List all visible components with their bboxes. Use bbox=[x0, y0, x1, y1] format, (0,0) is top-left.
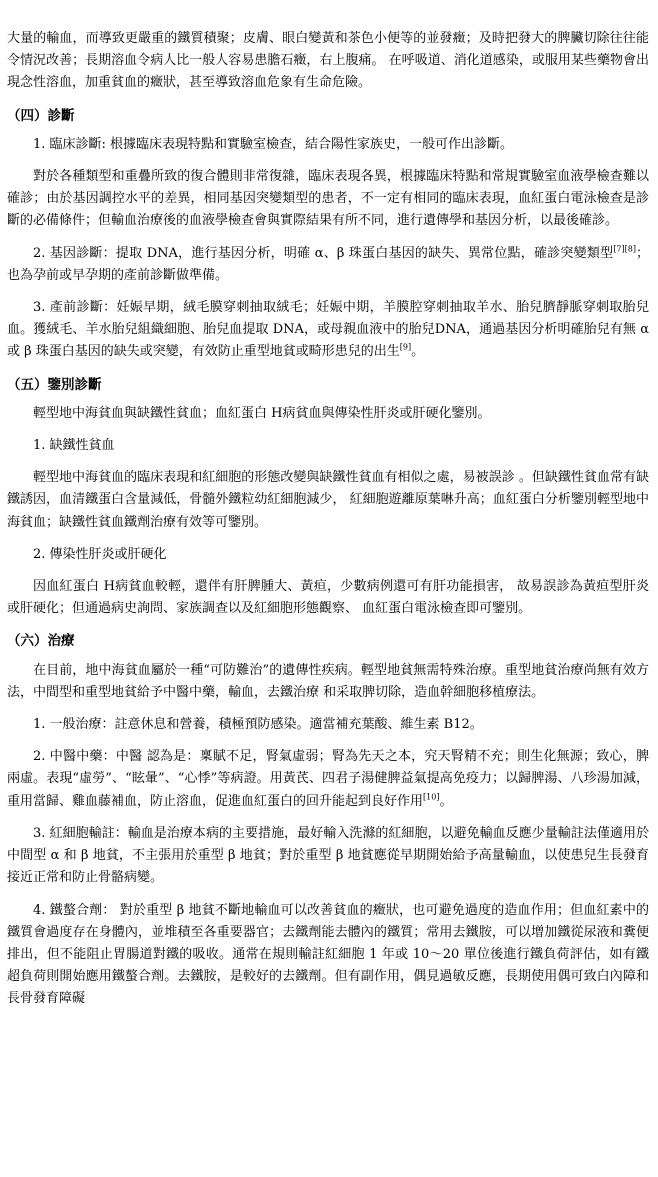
tcm-treatment-text: 2. 中醫中藥：中醫 認為是：稟賦不足，腎氣虛弱；腎為先天之本，究天腎精不充；則生化無源；致心，脾兩虛。表現“虛勞”、“眩暈”、“心悸”等病證。用黃芪、四君子湯健脾益氣提高免疫力；以歸脾湯、八珍湯加減，重用當歸、雞血藤補血，防止溶血，促進血紅蛋白的回升能起到良好作用 bbox=[7, 749, 649, 809]
prenatal-diagnosis-text: 3. 產前診斷：妊娠早期，絨毛膜穿刺抽取絨毛；妊娠中期，羊膜腔穿刺抽取羊水、胎兒臍靜脈穿刺取胎兒血。獲絨毛、羊水胎兒組織細胞、胎兒血提取 DNA，或母親血液中的胎兒DNA，通過基因分析明確胎兒有無 α 或 β 珠蛋白基因的缺失或突變，有效防止重型地貧或畸形患兒的出生 bbox=[7, 300, 649, 360]
citation-10: [10] bbox=[423, 792, 440, 802]
paragraph-iron-deficiency: 輕型地中海貧血的臨床表現和紅細胞的形態改變與缺鐵性貧血有相似之處，易被誤診 。但缺鐵性貧血常有缺鐵誘因，血清鐵蛋白含量減低，骨髓外鐵粒幼紅細胞減少， 紅細胞遊離原葉啉升高；血紅蛋白分析鑒別輕型地中海貧血；缺鐵性貧血鐵劑治療有效等可鑒別。 bbox=[7, 470, 649, 530]
paragraph-clinical-diagnosis: 1. 臨床診斷: 根據臨床表現特點和實驗室檢查，結合陽性家族史，一般可作出診斷。 bbox=[33, 136, 514, 152]
citation-7-8: [7][8] bbox=[613, 244, 636, 254]
citation-9: [9] bbox=[399, 343, 412, 353]
paragraph-gene-diagnosis bbox=[7, 243, 649, 287]
paragraph-complications: 大量的輸血，而導致更嚴重的鐵質積聚；皮膚、眼白變黃和茶色小便等的並發癥；及時把發大的脾臟切除往往能令情況改善；長期溶血令病人比一般人容易患膽石癥，右上腹痛。 在呼吸道、消化道感染，或服用某些藥物會出現念性溶血，加重貧血的癥狀，甚至導致溶血危象有生命危險。 bbox=[7, 31, 649, 91]
prenatal-diagnosis-text-end: 。 bbox=[411, 344, 425, 360]
gene-diagnosis-text: 2. 基因診斷：提取 DNA，進行基因分析，明確 α、β 珠蛋白基因的缺失、異常位點，確診突變類型 bbox=[33, 245, 614, 261]
subheading-iron-deficiency: 1. 缺鐵性貧血 bbox=[33, 438, 115, 454]
paragraph-hepatitis: 因血紅蛋白 H病貧血較輕，還伴有肝脾腫大、黃疸，少數病例還可有肝功能損害， 故易誤診為黃疸型肝炎或肝硬化；但通過病史詢問、家族調查以及紅細胞形態觀察、 血紅蛋白電泳檢查即可鑒別。 bbox=[7, 579, 649, 617]
paragraph-differential-intro: 輕型地中海貧血與缺鐵性貧血；血紅蛋白 H病貧血與傳染性肝炎或肝硬化鑒別。 bbox=[33, 405, 491, 421]
paragraph-tcm-treatment bbox=[7, 746, 649, 813]
paragraph-prenatal-diagnosis bbox=[7, 297, 649, 364]
paragraph-iron-chelation: 4. 鐵螯合劑： 對於重型 β 地貧不斷地輸血可以改善貧血的癥狀，也可避免過度的造血作用；但血紅素中的鐵質會過度存在身體內，並堆積至各重要器官；去鐵劑能去體內的鐵質；常用去鐵胺，可以增加鐵從尿液和糞便排出，但不能阻止胃腸道對鐵的吸收。通常在規則輸註紅細胞 1 年或 10～20 單位後進行鐵負荷評估，如有鐵超負荷則開始應用鐵螯合劑。去鐵胺，是較好的去鐵劑。但有副作用，偶見過敏反應，長期使用偶可致白內障和長骨發育障礙 bbox=[7, 902, 649, 1007]
gene-diagnosis-text-end: ；也為孕前或早孕期的產前診斷做準備。 bbox=[7, 245, 649, 283]
section-heading-differential: （五）鑒別診斷 bbox=[7, 376, 102, 393]
tcm-treatment-text-end: 。 bbox=[439, 793, 453, 809]
paragraph-general-treatment: 1. 一般治療：註意休息和營養，積極預防感染。適當補充葉酸、維生素 B12。 bbox=[33, 717, 483, 733]
paragraph-transfusion: 3. 紅細胞輸註：輸血是治療本病的主要措施，最好輸入洗滌的紅細胞，以避免輸血反應少量輸註法僅適用於中間型 α 和 β 地貧，不主張用於重型 β 地貧；對於重型 β 地貧應從早期開始給予高量輸血，以使患兒生長發育接近正常和防止骨骼病變。 bbox=[7, 825, 649, 886]
subheading-hepatitis: 2. 傳染性肝炎或肝硬化 bbox=[33, 546, 167, 562]
section-heading-diagnosis: （四）診斷 bbox=[7, 107, 75, 124]
paragraph-compound-types: 對於各種類型和重疊所致的復合體則非常復雜，臨床表現各異，根據臨床特點和常規實驗室血液學檢查難以確診；由於基因調控水平的差異，相同基因突變類型的患者，不一定有相同的臨床表現，血紅蛋白電泳檢查是診斷的必備條件；但輸血治療後的血液學檢查會與實際結果有所不同，進行遺傳學和基因分析，以最後確診。 bbox=[7, 169, 649, 229]
paragraph-treatment-intro: 在目前，地中海貧血屬於一種“可防難治”的遺傳性疾病。輕型地貧無需特殊治療。重型地貧治療尚無有效方法，中間型和重型地貧給予中醫中藥，輸血，去鐵治療 和采取脾切除，造血幹細胞移植療法。 bbox=[7, 662, 649, 700]
section-heading-treatment: （六）治療 bbox=[7, 633, 75, 650]
